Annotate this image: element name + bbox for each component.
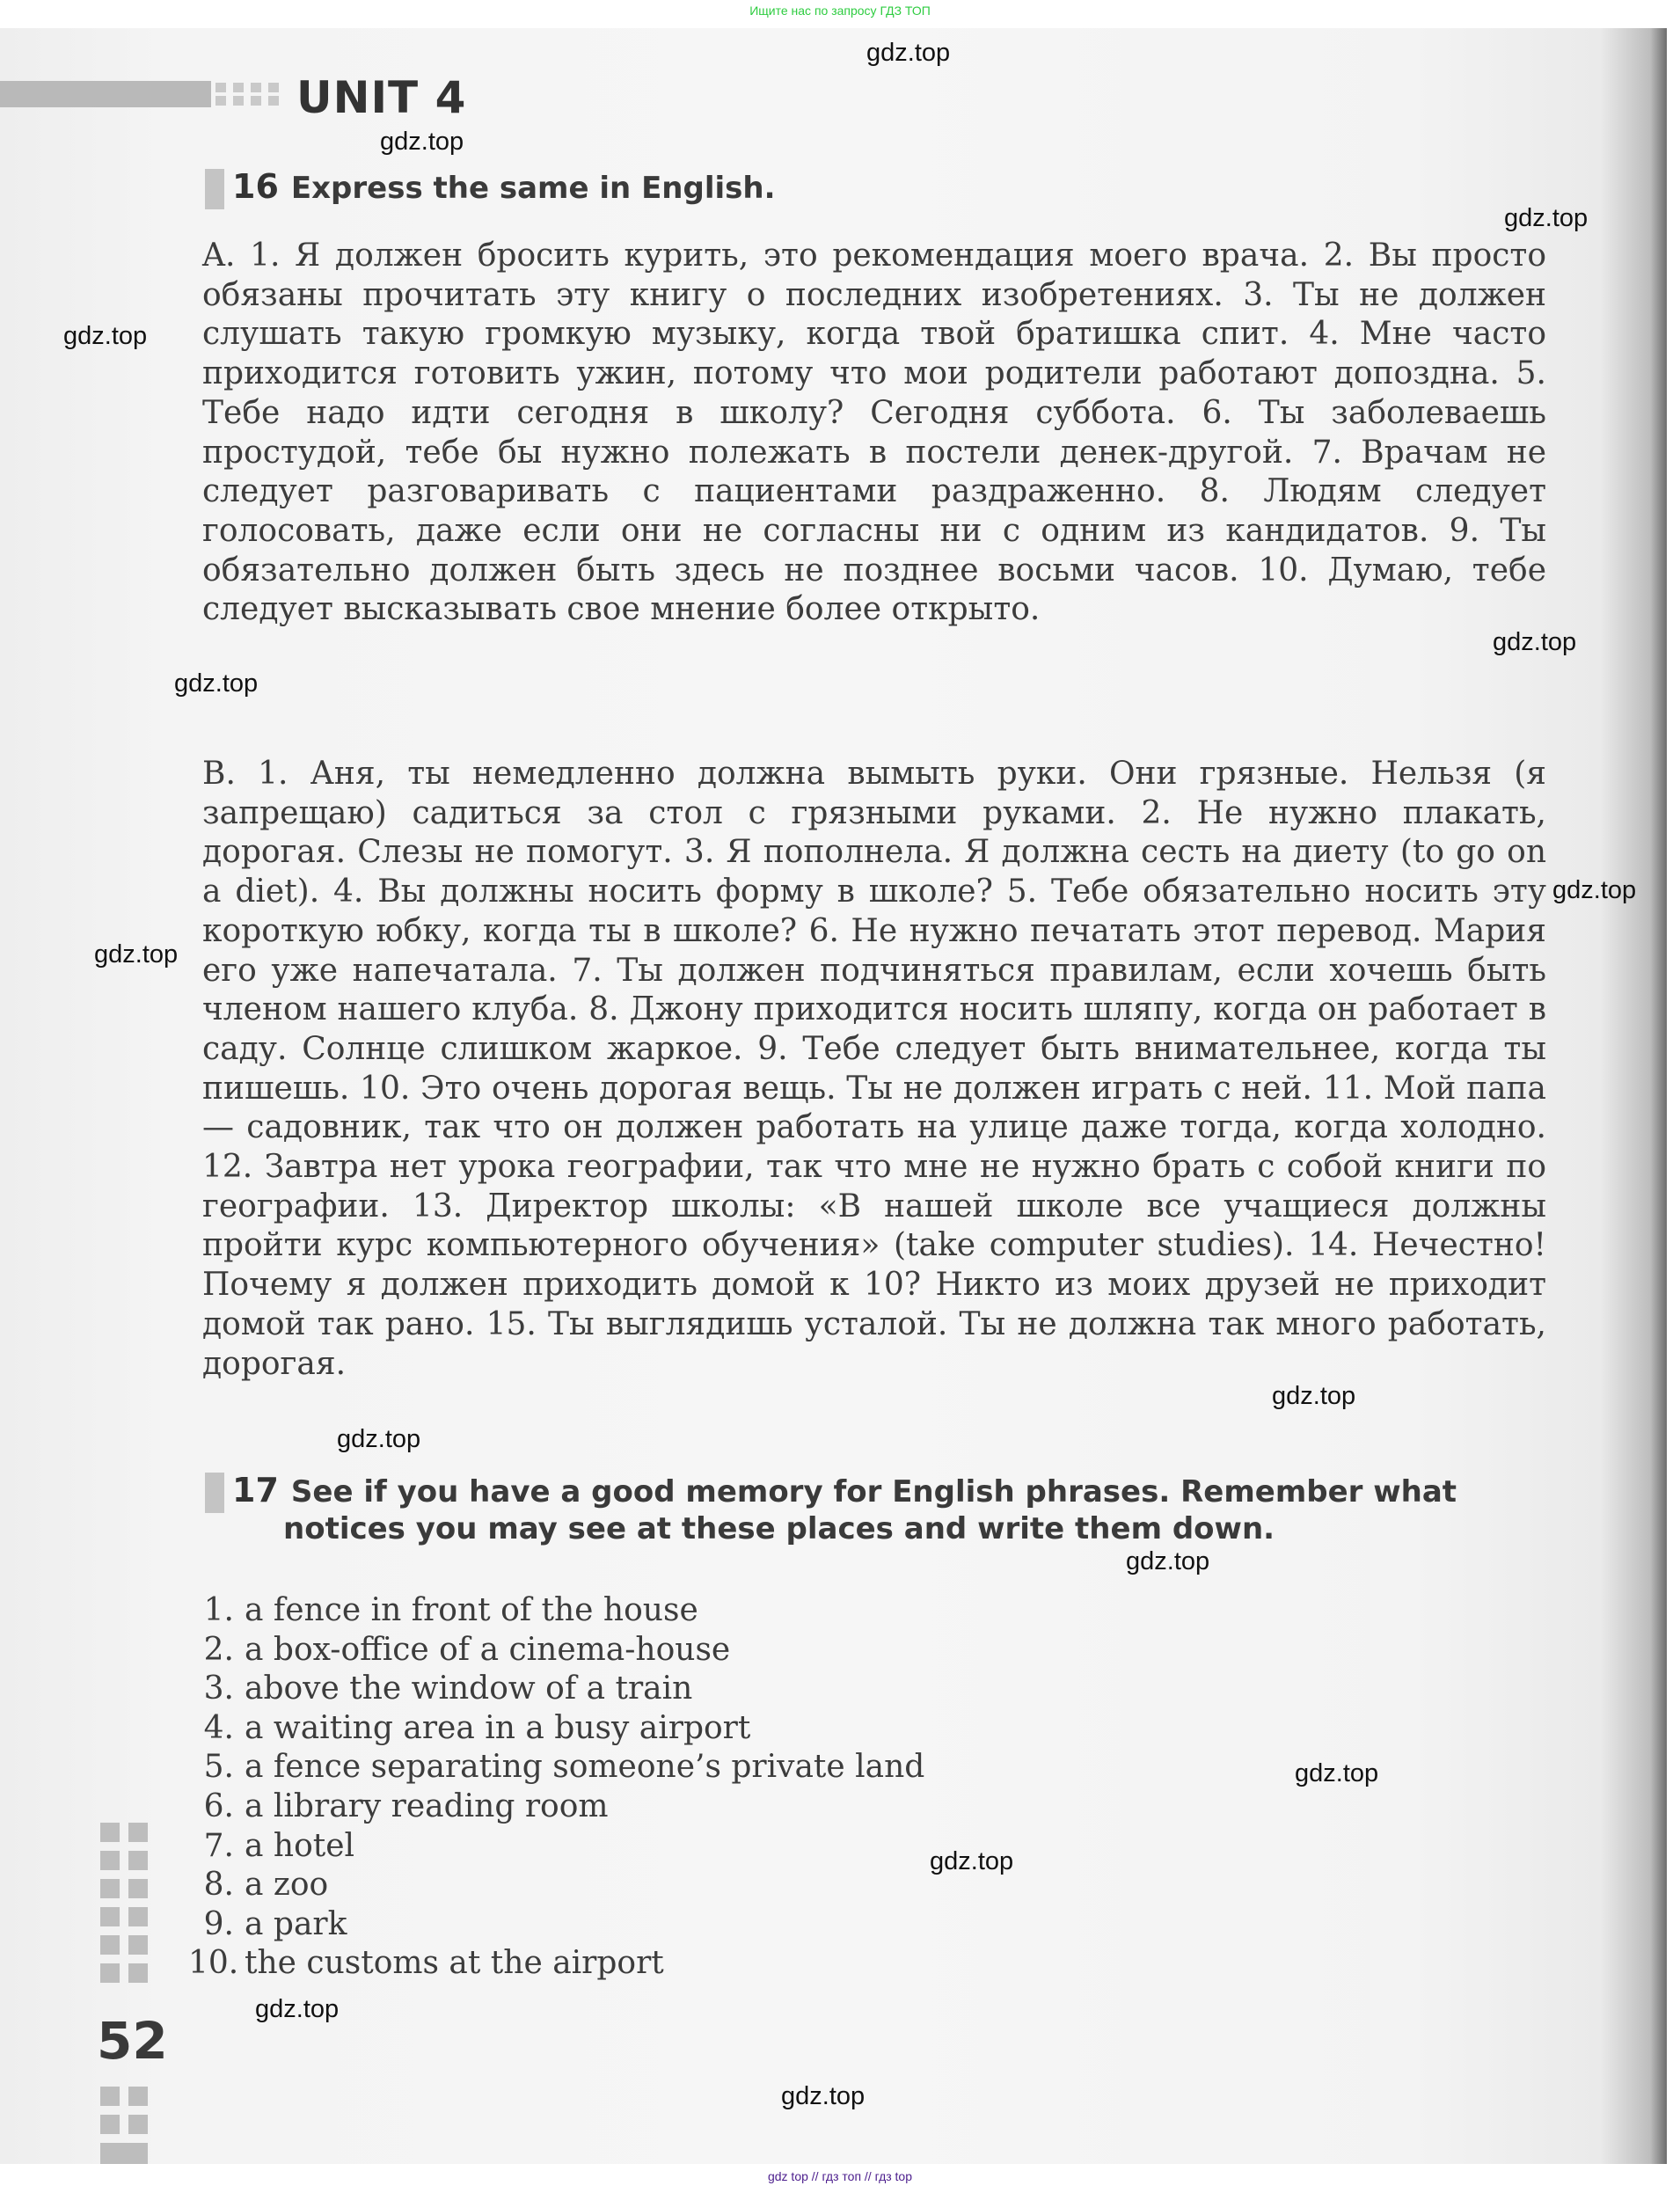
watermark[interactable]: gdz.top [174,669,259,698]
exercise-17-heading [232,1471,1552,1511]
bottom-banner[interactable]: gdz top // гдз топ // гдз top [767,2169,913,2183]
watermark[interactable]: gdz.top [63,322,148,350]
list-item: 10. the customs at the airport [188,1945,664,1982]
exercise-17-marker [205,1473,224,1513]
list-item: 9. a park [203,1905,347,1942]
page-number: 52 [97,2011,168,2071]
top-banner[interactable]: Ищите нас по запросу ГДЗ ТОП [749,4,931,18]
textbook-page [0,28,1667,2164]
list-item: 2. a box-office of a cinema-house [203,1631,731,1668]
watermark[interactable]: gdz.top [337,1425,421,1453]
unit-title: UNIT 4 [296,72,467,123]
exercise-17-instruction-line1: See if you have a good memory for English phrases. Remember what [290,1474,1457,1510]
watermark[interactable]: gdz.top [1493,628,1577,656]
exercise-16-heading [232,167,776,208]
unit-header-bar [0,81,211,107]
exercise-16-part-b: B. 1. Аня, ты немедленно должна вымыть руки. Они грязные. Нельзя (я запрещаю) садиться за стол с грязными руками. 2. Не нужно плакать, дорогая. Слезы не помогут. 3. Я пополнела. Я должна сесть на диету (to go on a diet). 4. Вы должны носить форму в школе? 5. Тебе обязательно носить эту короткую юбку, когда ты в школе? 6. Не нужно печатать этот перевод. Мария его уже напечатала. 7. Ты должен подчиняться правилам, если хочешь быть членом нашего клуба. 8. Джону приходится носить шляпу, когда он работает в саду. Солнце слишком жаркое. 9. Тебе следует быть внимательнее, когда ты пишешь. 10. Это очень дорогая вещь. Ты не должен играть с ней. 11. Мой папа — садовник, так что он должен работать на улице даже тогда, когда холодно. 12. Завтра нет урока географии, так что мне не нужно брать с собой книги по географии. 13. Директор школы: «В нашей школе все учащиеся должны пройти курс компьютерного обучения» (take computer studies). 14. Нечестно! Почему я должен приходить домой к 10? Никто из моих друзей не приходит домой так рано. 15. Ты выглядишь усталой. Ты не должна так много работать, дорогая. [202,756,1546,1382]
exercise-16-part-a: A. 1. Я должен бросить курить, это рекомендация моего врача. 2. Вы просто обязаны прочитать эту книгу о последних изобретениях. 3. Ты не должен слушать такую громкую музыку, когда твой братишка спит. 4. Мне часто приходится готовить ужин, потому что мои родители работают допоздна. 5. Тебе надо идти сегодня в школу? Сегодня суббота. 6. Ты заболеваешь простудой, тебе бы нужно полежать в постели денек-другой. 7. Врачам не следует разговаривать с пациентами раздраженно. 8. Людям следует голосовать, даже если они не согласны ни с одним из кандидатов. 9. Ты обязательно должен быть здесь не позднее восьми часов. 10. Думаю, тебе следует высказывать свое мнение более открыто. [202,238,1546,628]
exercise-17-instruction-line2: notices you may see at these places and write them down. [283,1511,1275,1546]
watermark[interactable]: gdz.top [1295,1759,1379,1787]
watermark[interactable]: gdz.top [1504,204,1589,232]
exercise-17-number: 17 [232,1471,279,1510]
exercise-16-number: 16 [232,167,279,206]
watermark[interactable]: gdz.top [1552,876,1637,904]
list-item: 8. a zoo [203,1867,329,1904]
unit-header-dots [215,81,295,107]
watermark[interactable]: gdz.top [380,128,464,156]
watermark[interactable]: gdz.top [781,2082,866,2110]
watermark[interactable]: gdz.top [930,1847,1014,1875]
list-item: 6. a library reading room [203,1787,609,1824]
watermark[interactable]: gdz.top [255,1995,340,2023]
list-item: 7. a hotel [203,1827,355,1864]
watermark[interactable]: gdz.top [1126,1547,1210,1575]
list-item: 5. a fence separating someone’s private land [203,1749,925,1786]
list-item: 4. a waiting area in a busy airport [203,1709,751,1746]
list-item: 1. a fence in front of the house [203,1592,698,1628]
watermark[interactable]: gdz.top [94,940,179,969]
exercise-16-marker [205,169,224,209]
watermark[interactable]: gdz.top [1272,1382,1356,1410]
watermark[interactable]: gdz.top [866,39,951,67]
list-item: 3. above the window of a train [203,1670,693,1707]
exercise-16-instruction: Express the same in English. [290,171,776,206]
places-list [188,1591,924,1984]
